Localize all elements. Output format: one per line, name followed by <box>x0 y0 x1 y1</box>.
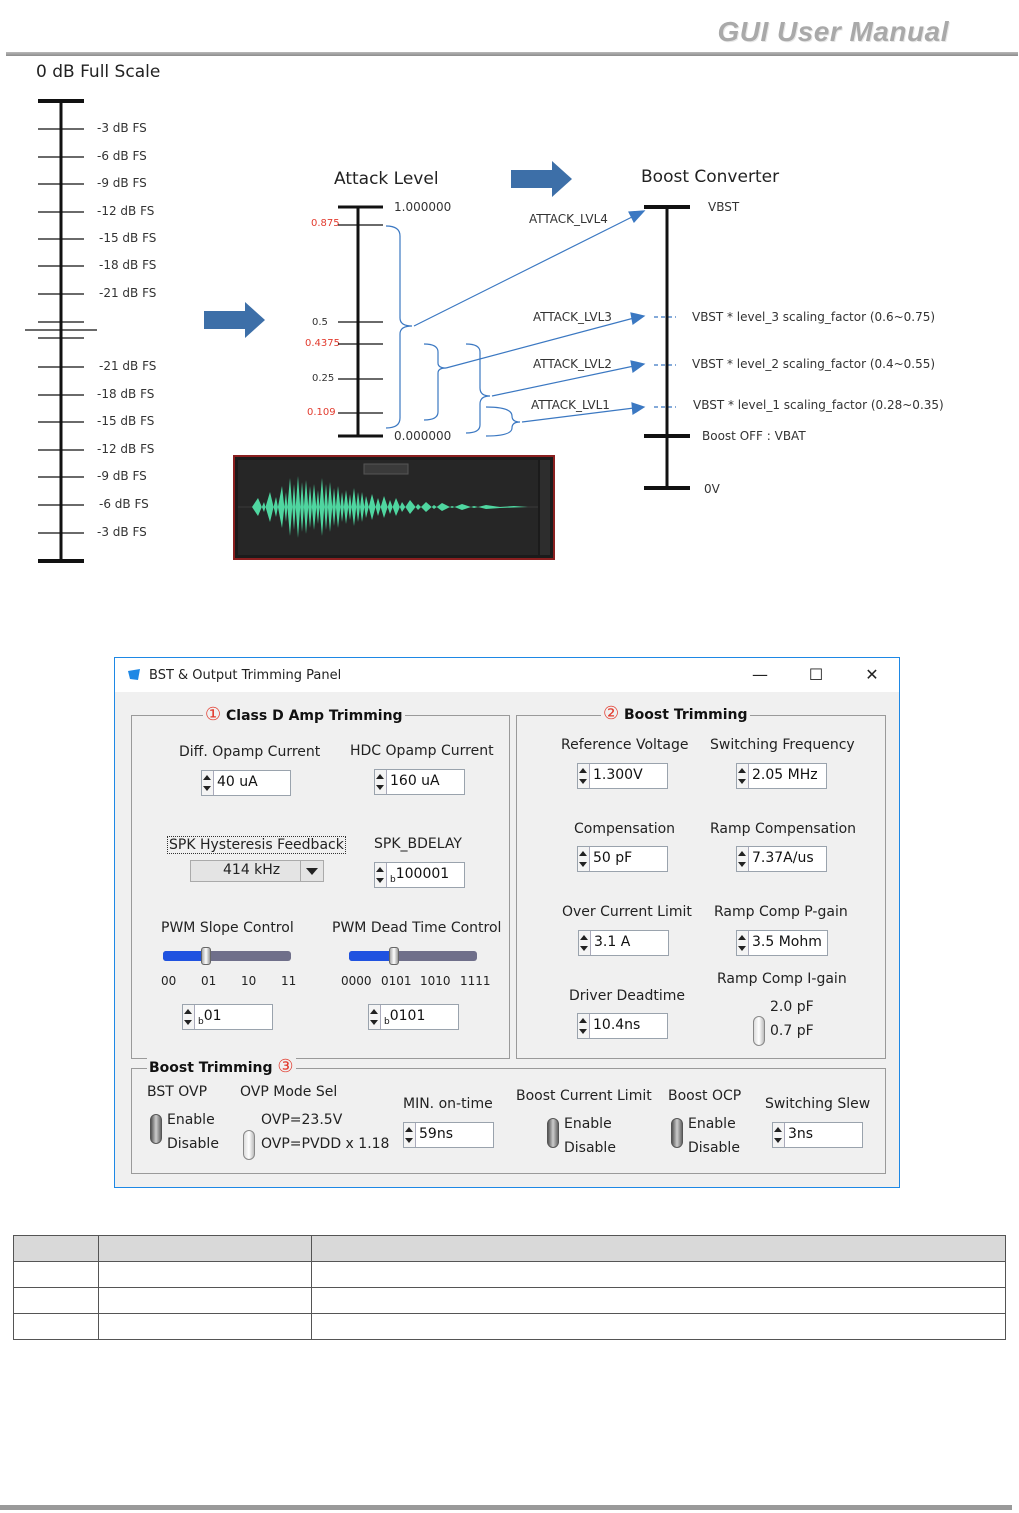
spin-arrows[interactable] <box>773 1123 785 1147</box>
db-label-upper: -18 dB FS <box>99 258 157 272</box>
db-label-upper: -21 dB FS <box>99 286 157 300</box>
db-label-upper: -15 dB FS <box>99 231 157 245</box>
ramp-igain-option: 0.7 pF <box>770 1023 814 1039</box>
spin-arrows[interactable] <box>183 1005 195 1029</box>
spk-bdelay-spinbox[interactable]: $_b$100001 <box>374 862 465 888</box>
pwm-dead-slider[interactable] <box>349 947 479 963</box>
slider-handle[interactable] <box>201 947 211 965</box>
ramp-pgain-spinbox[interactable]: 3.5 Mohm <box>736 930 828 956</box>
db-label-lower: -3 dB FS <box>97 525 147 539</box>
ramp-comp-label: Ramp Compensation <box>710 821 857 837</box>
full-scale-label: 0 dB Full Scale <box>36 62 161 82</box>
boost-level-label: VBST * level_1 scaling_factor (0.28~0.35) <box>693 398 944 412</box>
sw-slew-label: Switching Slew <box>765 1096 871 1112</box>
ref-voltage-label: Reference Voltage <box>561 737 689 753</box>
pwm-slope-tick: 10 <box>241 974 257 988</box>
boost-ocp-enable: Enable <box>688 1116 736 1132</box>
db-label-lower: -21 dB FS <box>99 359 157 373</box>
boost-ocp-disable: Disable <box>688 1140 740 1156</box>
attack-tick-label: 0.000000 <box>394 429 452 443</box>
attack-tick-label: 0.875 <box>311 218 340 229</box>
spin-arrows[interactable] <box>369 1005 381 1029</box>
sw-freq-label: Switching Frequency <box>710 737 855 753</box>
spk-bdelay-label: SPK_BDELAY <box>374 836 462 852</box>
driver-deadtime-label: Driver Deadtime <box>569 988 686 1004</box>
table-header-cell <box>14 1236 99 1262</box>
slider-handle[interactable] <box>389 947 399 965</box>
pwm-dead-spinbox[interactable]: $_b$0101 <box>368 1004 459 1030</box>
min-ontime-label: MIN. on-time <box>403 1096 493 1112</box>
db-label-lower: -15 dB FS <box>97 414 155 428</box>
attack-boost-diagram <box>0 0 1019 600</box>
ramp-igain-label: Ramp Comp I-gain <box>717 971 847 987</box>
pwm-slope-tick: 01 <box>201 974 217 988</box>
db-label-lower: -12 dB FS <box>97 442 155 456</box>
hdc-opamp-spinbox[interactable]: 160 uA <box>374 769 465 795</box>
pwm-dead-label: PWM Dead Time Control <box>332 920 502 936</box>
sw-slew-spinbox[interactable]: 3ns <box>772 1122 863 1148</box>
sw-freq-spinbox[interactable]: 2.05 MHz <box>736 763 827 789</box>
pwm-slope-tick: 00 <box>161 974 177 988</box>
ovp-mode-option: OVP=23.5V <box>261 1112 343 1128</box>
spin-arrows[interactable] <box>737 931 749 955</box>
parameter-table <box>13 1235 1006 1340</box>
spin-arrows[interactable] <box>578 1014 590 1038</box>
attack-tick-label: 0.5 <box>312 317 328 328</box>
db-scale <box>25 100 97 563</box>
boost-cl-toggle[interactable] <box>547 1118 559 1148</box>
boost-level-label: VBST * level_3 scaling_factor (0.6~0.75) <box>692 310 936 324</box>
table-cell <box>14 1262 99 1288</box>
bst-ovp-toggle[interactable] <box>150 1114 162 1144</box>
maximize-button[interactable]: ☐ <box>808 665 824 684</box>
minimize-button[interactable]: — <box>752 665 768 684</box>
spin-arrows[interactable] <box>375 863 387 887</box>
attack-lvl3-label: ATTACK_LVL3 <box>533 310 612 324</box>
boost-cl-enable: Enable <box>564 1116 612 1132</box>
table-row <box>14 1262 1006 1288</box>
trimming-panel-window <box>114 657 900 1188</box>
spin-arrows[interactable] <box>375 770 387 794</box>
footer-rule <box>0 1505 1012 1510</box>
mapping-lines <box>414 211 676 422</box>
spin-arrows[interactable] <box>578 764 590 788</box>
pwm-dead-tick: 1111 <box>460 974 491 988</box>
table-row <box>14 1314 1006 1340</box>
driver-deadtime-spinbox[interactable]: 10.4ns <box>577 1013 668 1039</box>
ocl-label: Over Current Limit <box>562 904 692 920</box>
diff-opamp-label: Diff. Opamp Current <box>179 744 321 760</box>
min-ontime-spinbox[interactable]: 59ns <box>403 1122 494 1148</box>
table-cell <box>14 1288 99 1314</box>
app-icon <box>127 669 141 681</box>
pwm-slope-slider[interactable] <box>163 947 293 963</box>
boost-ocp-label: Boost OCP <box>668 1088 742 1104</box>
db-label-upper: -9 dB FS <box>97 176 147 190</box>
diff-opamp-spinbox[interactable]: 40 uA <box>201 770 291 796</box>
boost-level-label: VBST <box>708 200 740 214</box>
ovp-mode-toggle[interactable] <box>243 1130 255 1160</box>
boost-group-title: ② Boost Trimming <box>603 703 748 724</box>
attack-lvl1-label: ATTACK_LVL1 <box>531 398 610 412</box>
boost-group3-title: Boost Trimming ③ <box>149 1056 294 1077</box>
bst-ovp-enable: Enable <box>167 1112 215 1128</box>
table-cell <box>14 1314 99 1340</box>
ocl-spinbox[interactable]: 3.1 A <box>578 930 669 956</box>
pwm-slope-label: PWM Slope Control <box>161 920 294 936</box>
spin-arrows[interactable] <box>737 764 749 788</box>
spin-arrows[interactable] <box>578 847 590 871</box>
pwm-dead-tick: 0101 <box>381 974 412 988</box>
flow-arrow <box>204 161 572 338</box>
table-cell <box>312 1288 1006 1314</box>
class-d-group-title: ① Class D Amp Trimming <box>205 704 403 725</box>
pwm-slope-tick: 11 <box>281 974 297 988</box>
boost-level-label: Boost OFF : VBAT <box>702 429 806 443</box>
boost-level-label: VBST * level_2 scaling_factor (0.4~0.55) <box>692 357 936 371</box>
table-header-cell <box>99 1236 312 1262</box>
attack-tick-label: 0.25 <box>312 373 335 384</box>
boost-scale <box>644 205 690 489</box>
bst-ovp-label: BST OVP <box>147 1084 208 1100</box>
db-label-upper: -12 dB FS <box>97 204 155 218</box>
table-row <box>14 1288 1006 1314</box>
pwm-dead-tick: 0000 <box>341 974 372 988</box>
boost-level-label: 0V <box>704 482 720 496</box>
boost-cl-label: Boost Current Limit <box>516 1088 652 1104</box>
spin-arrows[interactable] <box>202 771 214 795</box>
ramp-comp-spinbox[interactable]: 7.37A/us <box>736 846 827 872</box>
window-title: BST & Output Trimming Panel <box>149 668 342 683</box>
table-cell <box>99 1314 312 1340</box>
table-cell <box>312 1314 1006 1340</box>
boost-ocp-toggle[interactable] <box>671 1118 683 1148</box>
attack-scale <box>338 206 383 437</box>
attack-lvl2-label: ATTACK_LVL2 <box>533 357 612 371</box>
pwm-dead-tick: 1010 <box>420 974 451 988</box>
manual-title: GUI User Manual <box>717 16 949 47</box>
spin-arrows[interactable] <box>579 931 591 955</box>
db-label-lower: -6 dB FS <box>99 497 149 511</box>
bst-ovp-disable: Disable <box>167 1136 219 1152</box>
attack-lvl4-label: ATTACK_LVL4 <box>529 212 608 226</box>
db-label-upper: -6 dB FS <box>97 149 147 163</box>
compensation-spinbox[interactable]: 50 pF <box>577 846 668 872</box>
attack-tick-label: 0.4375 <box>305 338 340 349</box>
title-bar <box>115 658 899 692</box>
table-cell <box>99 1288 312 1314</box>
compensation-label: Compensation <box>574 821 676 837</box>
table-header-row <box>14 1236 1006 1262</box>
spin-arrows[interactable] <box>737 847 749 871</box>
hdc-opamp-label: HDC Opamp Current <box>350 743 494 759</box>
ramp-pgain-label: Ramp Comp P-gain <box>714 904 848 920</box>
spk-hysteresis-label: SPK Hysteresis Feedback <box>169 837 344 853</box>
table-cell <box>312 1262 1006 1288</box>
chevron-down-icon[interactable] <box>300 861 323 881</box>
boost-cl-disable: Disable <box>564 1140 616 1156</box>
attack-tick-label: 0.109 <box>307 407 336 418</box>
close-button[interactable]: ✕ <box>865 665 879 684</box>
ramp-igain-option: 2.0 pF <box>770 999 814 1015</box>
waveform-image <box>234 456 554 559</box>
table-header-cell <box>312 1236 1006 1262</box>
boost-converter-title: Boost Converter <box>641 167 780 187</box>
attack-tick-label: 1.000000 <box>394 200 452 214</box>
db-label-lower: -9 dB FS <box>97 469 147 483</box>
range-brackets <box>386 226 520 436</box>
spk-hysteresis-dropdown[interactable]: 414 kHz <box>190 860 324 882</box>
db-label-lower: -18 dB FS <box>97 387 155 401</box>
ovp-mode-label: OVP Mode Sel <box>240 1084 338 1100</box>
ovp-mode-option: OVP=PVDD x 1.18 <box>261 1136 390 1152</box>
pwm-slope-spinbox[interactable]: $_b$01 <box>182 1004 273 1030</box>
boost-trimming-group <box>516 715 886 1059</box>
attack-level-title: Attack Level <box>334 169 439 189</box>
db-label-upper: -3 dB FS <box>97 121 147 135</box>
spin-arrows[interactable] <box>404 1123 416 1147</box>
table-cell <box>99 1262 312 1288</box>
ramp-igain-toggle[interactable] <box>753 1016 765 1046</box>
ref-voltage-spinbox[interactable]: 1.300V <box>577 763 668 789</box>
